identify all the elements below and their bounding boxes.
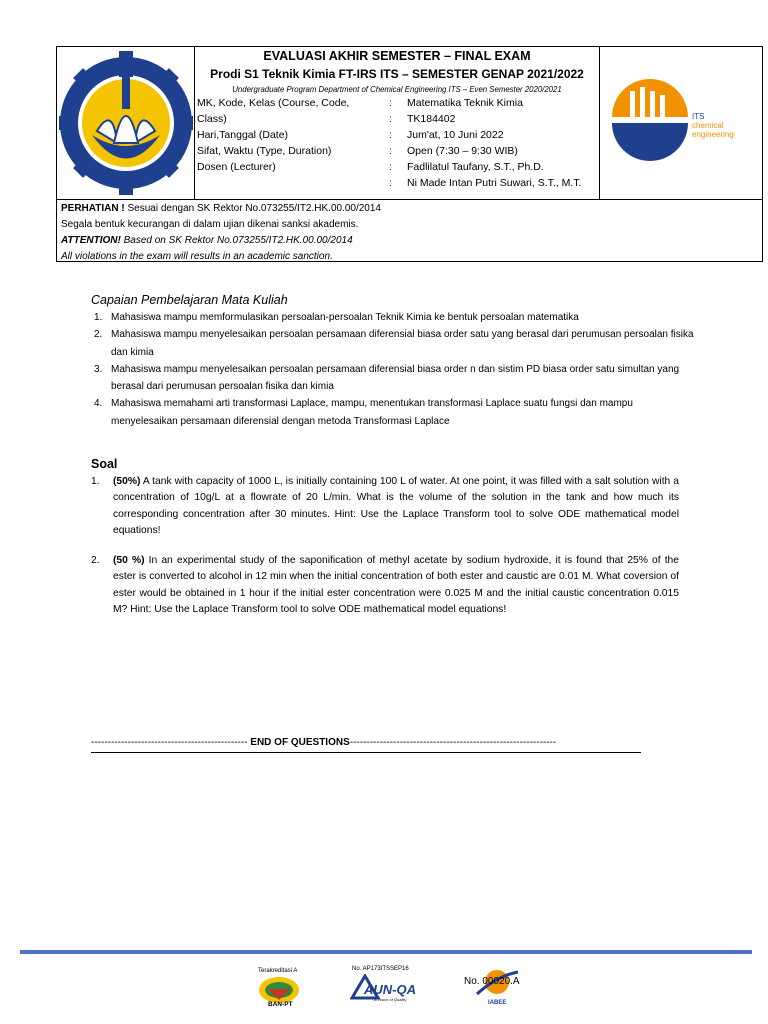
question-number: 2. [91, 555, 100, 566]
logo-text-chemical: chemical [692, 121, 724, 130]
info-colon: : [389, 161, 392, 173]
question-body: In an experimental study of the saponification of methyl acetate by sodium hydroxide, it is found that 25% of the ester is converted to alcohol in 12 min when the initial concentration of both ester and caustic are 0.01 M. What coversion of ester would be obtained in 1 hour if the initial ester concentration were 0.025 M and the initial caustic concentration 0.015 M? Hint: Use the Laplace Transform tool to solve ODE mathematical model equations! [113, 555, 680, 616]
list-text: Mahasiswa mampu memformulasikan persoalan-persoalan Teknik Kimia ke bentuk persoalan matematika [111, 312, 579, 323]
question-text [113, 553, 679, 619]
exam-notice [57, 199, 762, 261]
exam-header [56, 46, 763, 262]
banpt-accreditation: Terakreditasi A [258, 968, 298, 974]
question-weight: (50%) [113, 476, 141, 487]
iabee-wordmark: IABEE [488, 1000, 507, 1006]
list-number: 4. [94, 398, 103, 410]
exam-info [195, 47, 599, 199]
exam-title: EVALUASI AKHIR SEMESTER – FINAL EXAM [263, 49, 531, 63]
info-value: Fadlilatul Taufany, S.T., Ph.D. [407, 161, 544, 173]
end-underline [91, 752, 641, 753]
end-dashes-left: ----------------------------------------------- [91, 737, 248, 748]
questions-heading: Soal [91, 457, 118, 471]
question-2 [91, 553, 679, 619]
list-number: 3. [94, 363, 103, 375]
notice-line-1 [61, 201, 758, 217]
info-label: Sifat, Waktu (Type, Duration) [197, 145, 332, 157]
notice-line-4: All violations in the exam will results in an academic sanction. [61, 251, 333, 262]
info-label: Class) [197, 113, 227, 125]
attention-text: Based on SK Rektor No.073255/IT2.HK.00.00/2014 [120, 235, 353, 246]
its-chemical-engineering-logo [599, 47, 763, 199]
question-body: A tank with capacity of 1000 L, is initially containing 100 L of water. At one point, it was filled with a salt solution with a concentration of 10g/L at a flowrate of 20 L/min. What is the volume of the solution in the tank and how much its corresponding concentration after 30 minutes. Hint: Use the Laplace Transform tool to solve ODE mathematical model equations! [113, 476, 679, 537]
ban-pt-logo [254, 968, 304, 1010]
footer-divider [20, 950, 752, 954]
its-logo [57, 47, 195, 199]
info-colon: : [389, 97, 392, 109]
logo-text-engineering: engineering [692, 130, 734, 139]
info-colon: : [389, 177, 392, 189]
list-item [94, 326, 694, 361]
iabee-number: No. 00020.A [464, 976, 520, 987]
info-colon: : [389, 145, 392, 157]
aunqa-wordmark: AUN-QA [364, 982, 416, 997]
end-of-questions [91, 737, 641, 748]
info-label: MK, Kode, Kelas (Course, Code, [197, 97, 350, 109]
question-1 [91, 474, 679, 540]
info-value: Jum'at, 10 Juni 2022 [407, 129, 504, 141]
clo-list [94, 309, 694, 430]
info-value: TK184402 [407, 113, 456, 125]
notice-text: Sesuai dengan SK Rektor No.073255/IT2.HK.00.00/2014 [124, 203, 381, 214]
info-value: Open (7:30 – 9:30 WIB) [407, 145, 518, 157]
info-value: Ni Made Intan Putri Suwari, S.T., M.T. [407, 177, 582, 189]
list-text: Mahasiswa memahami arti transformasi Laplace, mampu, menentukan transformasi Laplace suatu fungsi dan mampu menyelesaikan persamaan diferensial dengan metoda Transformasi Laplace [111, 398, 633, 427]
end-label: END OF QUESTIONS [247, 737, 350, 748]
end-dashes-right: -------------------------------------------------------------- [349, 737, 557, 748]
list-number: 2. [94, 329, 103, 341]
program-title: Prodi S1 Teknik Kimia FT-IRS ITS – SEMESTER GENAP 2021/2022 [210, 67, 584, 81]
info-label: Hari,Tanggal (Date) [197, 129, 289, 141]
aunqa-number: No. AP173ITSSEP16 [352, 966, 409, 972]
iabee-logo [460, 968, 540, 1010]
info-value: Matematika Teknik Kimia [407, 97, 523, 109]
list-text: Mahasiswa mampu menyelesaikan persoalan persamaan diferensial biasa order n dan sistim PD biasa order satu simultan yang berasal dari perumusan persoalan fisika dan kimia [111, 363, 680, 393]
banpt-label: BAN-PT [268, 1001, 293, 1008]
list-item [94, 395, 694, 430]
list-number: 1. [94, 312, 103, 323]
list-text: Mahasiswa mampu menyelesaikan persoalan persamaan diferensial biasa order satu yang berasal dari perumusan persoalan fisika dan kimia [111, 329, 694, 358]
notice-label: PERHATIAN ! [61, 203, 125, 214]
attention-label: ATTENTION! [61, 235, 121, 246]
notice-line-2: Segala bentuk kecurangan di dalam ujian dikenai sanksi akademis. [61, 219, 359, 230]
info-label: Dosen (Lecturer) [197, 161, 276, 173]
aunqa-tagline: A Touch of Quality [374, 997, 407, 1002]
clo-heading: Capaian Pembelajaran Mata Kuliah [91, 293, 288, 307]
program-subtitle: Undergraduate Program Department of Chemical Engineering ITS – Even Semester 2020/2021 [232, 85, 562, 94]
question-text [113, 474, 679, 540]
question-number: 1. [91, 476, 100, 487]
notice-line-3 [61, 233, 758, 249]
info-colon: : [389, 129, 392, 141]
aun-qa-logo [350, 966, 420, 1006]
list-item [94, 309, 694, 326]
info-colon: : [389, 113, 392, 125]
logo-text-its: ITS [692, 112, 705, 121]
list-item [94, 361, 694, 396]
question-weight: (50 %) [113, 555, 145, 566]
